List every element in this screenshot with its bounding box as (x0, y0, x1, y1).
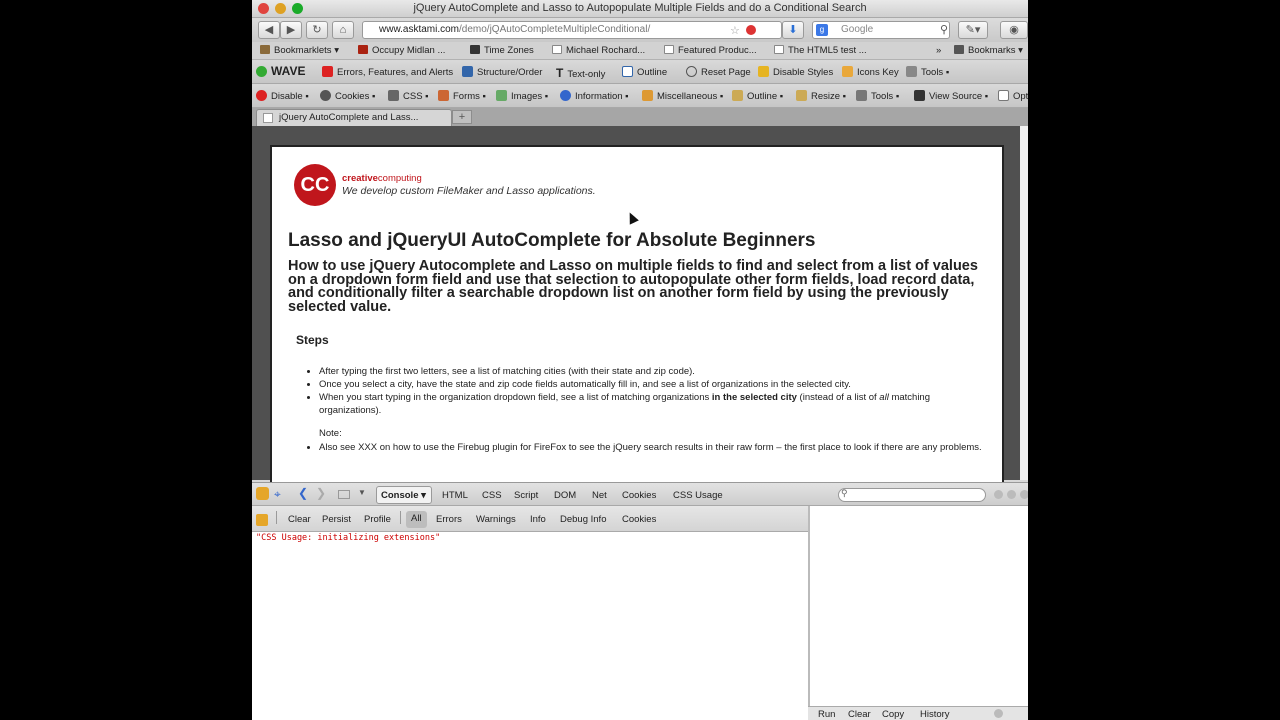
forward-arrow-icon: ▶ (286, 24, 296, 36)
wave-text-only-button[interactable]: T Text-only (556, 66, 606, 80)
magnifier-icon[interactable]: ⚲ (940, 24, 949, 36)
resize-icon (796, 90, 807, 101)
list-item: • Also see XXX on how to use the Firebug plugin for FireFox to see the jQuery search results in their raw form – the first place to look if there are any problems. (319, 441, 989, 454)
bookmarks-menu[interactable]: Bookmarks ▾ (954, 45, 1023, 56)
tab-html[interactable]: HTML (442, 490, 468, 501)
wd-cookies-menu[interactable]: Cookies ▪ (320, 90, 375, 102)
tab-label: jQuery AutoComplete and Lass... (279, 112, 419, 123)
history-button[interactable]: History (920, 709, 950, 720)
back-button[interactable] (258, 21, 280, 39)
wd-images-menu[interactable]: Images ▪ (496, 90, 548, 102)
wave-errors-button[interactable]: Errors, Features, and Alerts (322, 66, 453, 78)
forward-button[interactable] (280, 21, 302, 39)
key-icon (842, 66, 853, 77)
window-title: jQuery AutoComplete and Lasso to Autopopulate Multiple Fields and do a Conditional Search (413, 2, 867, 14)
filter-errors-button[interactable]: Errors (436, 514, 462, 525)
detach-panel-icon[interactable] (1007, 490, 1016, 499)
command-editor-toolbar (808, 706, 1028, 720)
clear-editor-button[interactable]: Clear (848, 709, 871, 720)
wave-disable-styles-button[interactable]: Disable Styles (758, 66, 833, 78)
reload-button[interactable] (306, 21, 328, 39)
bookmark-item[interactable]: Featured Produc... (664, 45, 757, 56)
tools-icon (856, 90, 867, 101)
download-arrow-icon: ⬇ (788, 24, 798, 36)
outline-icon (622, 66, 633, 77)
wave-toolbar (252, 60, 1028, 84)
new-tab-button[interactable] (452, 110, 472, 124)
search-icon: ⚲ (841, 488, 848, 498)
error-icon (322, 66, 333, 77)
tab-console[interactable]: Console ▾ (376, 486, 432, 504)
tab-strip (252, 108, 1028, 126)
list-item: • After typing the first two letters, see a list of matching cities (with their state and zip code). (319, 365, 989, 378)
bookmark-star-icon[interactable]: ☆ (730, 25, 740, 37)
web-developer-toolbar (252, 84, 1028, 108)
profile-button[interactable]: Profile (364, 514, 391, 525)
tab-net[interactable]: Net (592, 490, 607, 501)
source-icon (914, 90, 925, 101)
firebug-search-input[interactable] (838, 488, 986, 502)
list-item: • When you start typing in the organization dropdown field, see a list of matching organizations in the selected city (instead of a list of all matching organizations). (319, 391, 989, 417)
folder-icon (260, 45, 270, 54)
bookmark-item[interactable]: The HTML5 test ... (774, 45, 867, 56)
close-editor-icon[interactable] (994, 709, 1003, 718)
minimize-panel-icon[interactable] (994, 490, 1003, 499)
wave-reset-page-button[interactable]: Reset Page (686, 66, 751, 78)
pencil-icon (732, 90, 743, 101)
page-title: Lasso and jQueryUI AutoComplete for Absolute Beginners (288, 230, 816, 251)
firebug-icon: ◉ (1009, 24, 1019, 36)
note-list (319, 441, 989, 454)
filter-all-button[interactable]: All (406, 511, 427, 528)
note-label: Note: (319, 428, 342, 439)
page-icon (358, 45, 368, 54)
forward-icon[interactable]: ❯ (316, 486, 327, 500)
bookmark-item[interactable]: Occupy Midlan ... (358, 45, 445, 56)
dropdown-icon[interactable]: ▼ (358, 488, 366, 497)
steps-list (319, 365, 989, 417)
options-icon (998, 90, 1009, 101)
cookies-icon (320, 90, 331, 101)
wd-view-source-menu[interactable]: View Source ▪ (914, 90, 988, 102)
firebug-button[interactable] (1000, 21, 1028, 39)
wave-tools-menu[interactable]: Tools ▪ (906, 66, 949, 78)
wd-css-menu[interactable]: CSS ▪ (388, 90, 429, 102)
tagline: We develop custom FileMaker and Lasso applications. (342, 185, 596, 197)
wave-icon (256, 66, 267, 77)
tab-script[interactable]: Script (514, 490, 539, 501)
console-log (252, 532, 808, 720)
images-icon (496, 90, 507, 101)
separator (276, 511, 277, 524)
command-editor[interactable] (808, 506, 1028, 720)
tab-cookies[interactable]: Cookies (622, 490, 657, 501)
run-button[interactable]: Run (818, 709, 836, 720)
styles-icon (758, 66, 769, 77)
firebug-logo-icon[interactable] (256, 487, 269, 500)
extension-button[interactable] (958, 21, 988, 39)
reset-icon (686, 66, 697, 77)
filter-warnings-button[interactable]: Warnings (476, 514, 516, 525)
wd-options-menu[interactable]: Opt (998, 90, 1028, 102)
page-icon (552, 45, 562, 54)
tab-css-usage[interactable]: CSS Usage (673, 490, 723, 501)
content-scrollbar[interactable] (1020, 126, 1028, 480)
persist-button[interactable]: Persist (322, 514, 352, 525)
filter-cookies-button[interactable]: Cookies (622, 514, 657, 525)
clear-button[interactable]: Clear (288, 514, 311, 525)
stop-icon[interactable] (746, 25, 756, 35)
creative-computing-logo[interactable]: CC (294, 164, 336, 206)
web-page (270, 145, 1004, 485)
text-icon: T (556, 66, 564, 80)
plus-icon: + (458, 111, 466, 123)
structure-icon (462, 66, 473, 77)
wd-information-menu[interactable]: Information ▪ (560, 90, 629, 102)
title-bar (252, 0, 1028, 18)
misc-icon (642, 90, 653, 101)
page-subtitle: How to use jQuery Autocomplete and Lasso on multiple fields to find and select from a list of values on a dropdown form field and use that selection to autopopulate other form fields, load record data, and conditionally filter a searchable dropdown list on another form field by using the previously selected value. (288, 258, 978, 315)
page-icon (664, 45, 674, 54)
google-search-icon: g (816, 24, 828, 36)
page-icon (263, 113, 273, 123)
bookmark-item[interactable]: Time Zones (470, 45, 534, 56)
console-toolbar (252, 506, 808, 532)
wave-outline-button[interactable]: Outline (622, 66, 667, 78)
wd-miscellaneous-menu[interactable]: Miscellaneous ▪ (642, 90, 723, 102)
info-icon (560, 90, 571, 101)
firebug-toolbar (252, 482, 1028, 506)
bookmark-item[interactable]: Michael Rochard... (552, 45, 645, 56)
tab-dom[interactable]: DOM (554, 490, 577, 501)
wave-structure-button[interactable]: Structure/Order (462, 66, 542, 78)
filter-debug-info-button[interactable]: Debug Info (560, 514, 607, 525)
forms-icon (438, 90, 449, 101)
bookmarks-bar (252, 42, 1028, 60)
extension-icon: ✎▾ (965, 24, 981, 36)
wd-resize-menu[interactable]: Resize ▪ (796, 90, 846, 102)
reload-icon: ↻ (312, 24, 322, 36)
wave-logo[interactable]: WAVE (256, 64, 305, 78)
separator (400, 511, 401, 524)
wd-disable-menu[interactable]: Disable ▪ (256, 90, 309, 102)
wave-icons-key-button[interactable]: Icons Key (842, 66, 899, 78)
wd-tools-menu[interactable]: Tools ▪ (856, 90, 899, 102)
overflow-chevron-icon[interactable]: » (936, 45, 942, 56)
navigation-bar (252, 18, 1028, 42)
back-arrow-icon: ◀ (264, 24, 274, 36)
search-field[interactable] (812, 21, 950, 39)
brand-name: creativecomputing (342, 173, 422, 184)
url-path: /demo/jQAutoCompleteMultipleConditional/ (459, 24, 651, 35)
tab-active[interactable] (256, 109, 452, 126)
disable-icon (256, 90, 267, 101)
list-item: • Once you select a city, have the state and zip code fields automatically fill in, and see a list of organizations in the selected city. (319, 378, 989, 391)
back-icon[interactable]: ❮ (298, 486, 309, 500)
detach-icon[interactable] (338, 490, 350, 499)
bookmark-item[interactable]: Bookmarklets ▾ (260, 45, 339, 56)
css-icon (388, 90, 399, 101)
page-icon (470, 45, 480, 54)
page-icon (774, 45, 784, 54)
home-button[interactable] (332, 21, 354, 39)
browser-window (252, 0, 1028, 720)
url-bar[interactable] (362, 21, 782, 39)
close-panel-icon[interactable] (1020, 490, 1028, 499)
home-icon: ⌂ (339, 24, 347, 36)
url-host: www.asktami.com (379, 24, 460, 35)
inspect-icon[interactable]: ⌖ (274, 487, 281, 501)
log-entry: "CSS Usage: initializing extensions" (256, 533, 441, 543)
filter-info-button[interactable]: Info (530, 514, 546, 525)
bookmarks-icon (954, 45, 964, 54)
wd-outline-menu[interactable]: Outline ▪ (732, 90, 783, 102)
steps-heading: Steps (296, 333, 329, 347)
copy-button[interactable]: Copy (882, 709, 905, 720)
wd-forms-menu[interactable]: Forms ▪ (438, 90, 486, 102)
wrench-icon (906, 66, 917, 77)
search-placeholder: Google (841, 24, 874, 35)
tab-css[interactable]: CSS (482, 490, 502, 501)
clear-console-icon[interactable] (256, 514, 268, 526)
downloads-button[interactable] (782, 21, 804, 39)
